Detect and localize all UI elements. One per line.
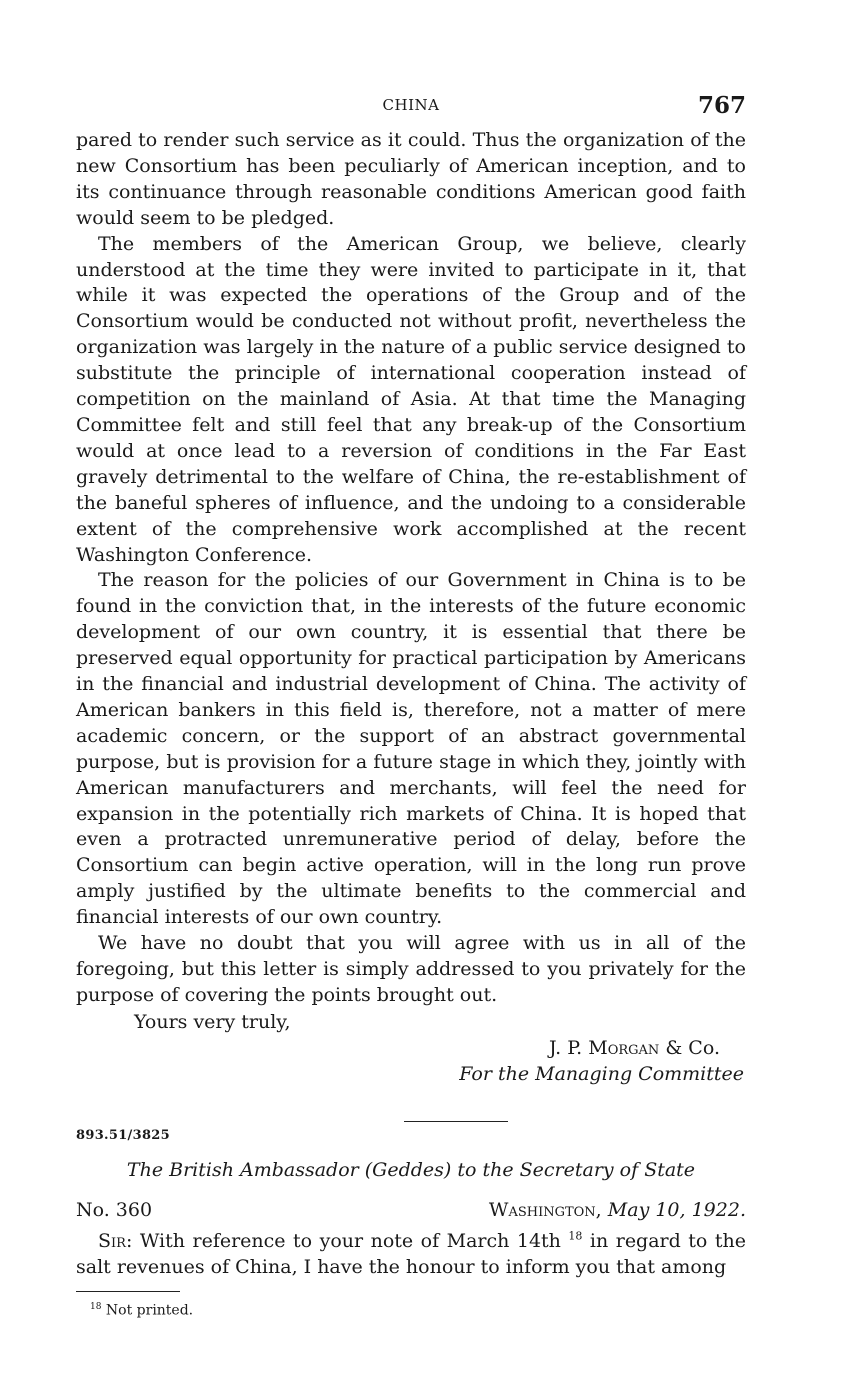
letter-body: [76, 128, 746, 1009]
dispatch-text-after-note: in regard to the salt revenues of China, I have the honour to inform you that among: [76, 1229, 746, 1278]
footnote-reference[interactable]: 18: [568, 1229, 583, 1243]
dispatch-text-before-note: : With reference to your note of March 14th: [125, 1229, 561, 1252]
running-head: [76, 92, 746, 128]
letter-paragraph-4: We have no doubt that you will agree with us in all of the foregoing, but this letter is simply addressed to you privately for the purpose of covering the points brought out.: [76, 932, 746, 1006]
file-number: 893.51/3825: [76, 1127, 170, 1143]
place-date: [489, 1197, 746, 1223]
document-number: No. 360: [76, 1198, 153, 1221]
letter-paragraph-3: The reason for the policies of our Government in China is to be found in the conviction that, in the interests of the future economic development of our own country, it is essential that there be preserved equal opportunity for practical participation by Americans in the financial and industrial development of China. The activity of American bankers in this field is, therefore, not a matter of mere academic concern, or the support of an abstract governmental purpose, but is provision for a future stage in which they, jointly with American manufacturers and merchants, will feel the need for expansion in the potentially rich markets of China. It is hoped that even a protracted unremunerative period of delay, before the Consortium can begin active operation, will in the long run prove amply justified by the ultimate benefits to the commercial and financial interests of our own country.: [76, 569, 746, 929]
section-divider: [404, 1121, 508, 1122]
document-title: The British Ambassador (Geddes) to the Secretary of State: [126, 1158, 696, 1181]
letter-paragraph-1: pared to render such service as it could. Thus the organization of the new Consortium has been peculiarly of American inception, and to its continuance through reasonable conditions American good faith would seem to be pledged.: [76, 129, 746, 229]
signatory-initials: J. P.: [549, 1036, 583, 1059]
letter-paragraph-2: The members of the American Group, we believe, clearly understood at the time they were invited to participate in it, that while it was expected the operations of the Group and of the Consortium would be conducted not without profit, nevertheless the organization was largely in the nature of a public service designed to substitute the principle of international cooperation instead of competition on the mainland of Asia. At that time the Managing Committee felt and still feel that any break-up of the Consortium would at once lead to a reversion of conditions in the Far East gravely detrimental to the welfare of China, the re-establishment of the baneful spheres of influence, and the undoing to a considerable extent of the comprehensive work accomplished at the recent Washington Conference.: [76, 232, 746, 566]
footnote-text: Not printed.: [105, 1302, 194, 1319]
dateline-place: Washington,: [488, 1198, 602, 1221]
signature-block: [76, 1035, 746, 1087]
salutation: Sir: [98, 1229, 126, 1252]
document-page: [76, 92, 746, 1318]
footnote-divider: [76, 1291, 180, 1292]
page-number: 767: [697, 92, 746, 119]
letter-closing: Yours very truly,: [134, 1010, 291, 1033]
dateline: [76, 1197, 746, 1223]
signatory-name-line: [76, 1035, 720, 1061]
footnote-marker: 18: [90, 1301, 102, 1312]
dateline-date: May 10, 1922.: [607, 1198, 746, 1221]
signatory-suffix: & Co.: [665, 1036, 720, 1059]
dispatch-paragraph-1: [76, 1229, 746, 1281]
footnote: [76, 1302, 746, 1319]
signatory-role: For the Managing Committee: [459, 1062, 744, 1085]
dispatch-body: [76, 1229, 746, 1281]
running-title: CHINA: [382, 96, 440, 114]
signatory-name: Morgan: [588, 1036, 660, 1059]
